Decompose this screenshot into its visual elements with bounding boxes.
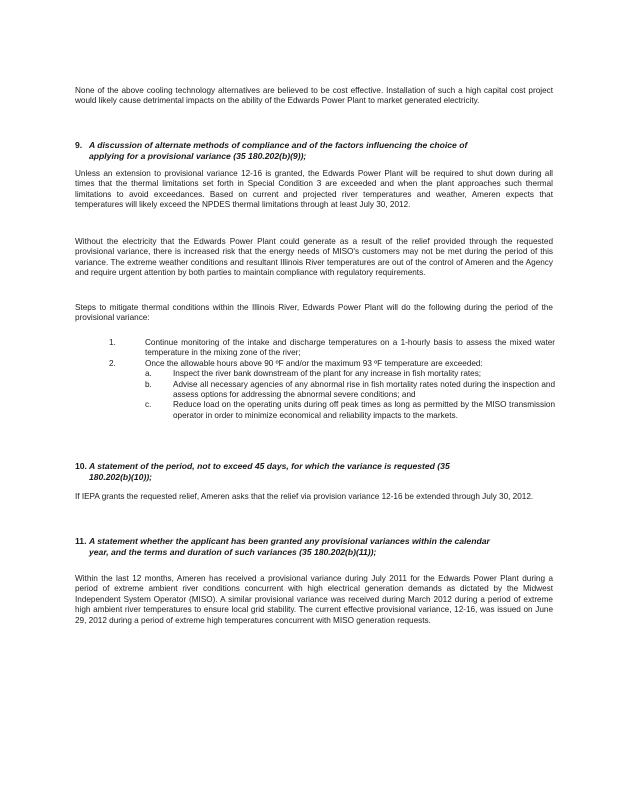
section-9-heading-line2: applying for a provisional variance (35 180.202(b)(9)); xyxy=(89,151,307,161)
sublist-marker: b. xyxy=(145,379,152,389)
section-11-paragraph: Within the last 12 months, Ameren has received a provisional variance during July 2011 for the Edwards Power Plant during a period of extreme ambient river conditions concurrent with high electrical generation demands as dictated by the Midwest Independent System Operator (MISO). A similar provisional variance was received during March 2012 during a period of extreme high ambient river temperatures to ensure local grid stability. The current effective provisional variance, 12-16, was issued on June 29, 2012 during a period of extreme high temperatures concurrent with MISO generation requests. xyxy=(75,574,553,625)
mitigation-sublist-item xyxy=(145,400,555,421)
section-9-paragraph-3: Steps to mitigate thermal conditions within the Illinois River, Edwards Power Plant will do the following during the period of the provisional variance: xyxy=(75,303,553,323)
sublist-marker: c. xyxy=(145,400,152,410)
list-marker: 1. xyxy=(109,338,116,347)
section-9-heading xyxy=(75,140,553,162)
section-9-number: 9. xyxy=(75,140,83,150)
section-11-number: 11. xyxy=(75,536,87,546)
mitigation-list xyxy=(75,338,555,421)
list-marker: 2. xyxy=(109,358,116,368)
section-10-paragraph: If IEPA grants the requested relief, Ameren asks that the relief via provision variance 12-16 be extended through July 30, 2012. xyxy=(75,492,534,501)
section-10-number: 10. xyxy=(75,461,87,471)
section-11-heading xyxy=(75,536,553,558)
section-9-paragraph-2: Without the electricity that the Edwards Power Plant could generate as a result of the relief provided through the requested provisional variance, there is increased risk that the energy needs of MISO's customers may not be met during the period of this variance. The extreme weather conditions and resultant Illinois River temperatures are out of the control of Ameren and the Agency and require urgent attention by both parties to maintain compliance with regulatory requirements. xyxy=(75,237,553,278)
mitigation-sublist-item xyxy=(145,380,555,401)
mitigation-sublist-item xyxy=(145,369,555,379)
section-11-heading-line1: A statement whether the applicant has been granted any provisional variances within the calendar xyxy=(89,536,490,546)
section-9-paragraph-1: Unless an extension to provisional variance 12-16 is granted, the Edwards Power Plant will be required to shut down during all times that the thermal limitations set forth in Special Condition 3 are exceeded and when the plant approaches such thermal limitations to avoid exceedances. Based on current and projected river temperatures and weather, Ameren expects that temperatures will likely exceed the NPDES thermal limitations through at least July 30, 2012. xyxy=(75,169,553,210)
section-9-heading-line1: A discussion of alternate methods of compliance and of the factors influencing the choice of xyxy=(89,140,468,150)
section-10-heading xyxy=(75,461,553,483)
sublist-marker: a. xyxy=(145,369,152,379)
list-item-text: Continue monitoring of the intake and discharge temperatures on a 1-hourly basis to assess the mixed water temperature in the mixing zone of the river; xyxy=(145,338,555,358)
sublist-item-text: Reduce load on the operating units during off peak times as long as permitted by the MISO transmission operator in order to minimize economical and reliability impacts to the markets. xyxy=(173,400,555,420)
mitigation-list-item xyxy=(75,338,555,359)
sublist-item-text: Advise all necessary agencies of any abnormal rise in fish mortality rates noted during the inspection and assess options for addressing the abnormal severe conditions; and xyxy=(173,379,555,400)
mitigation-list-item xyxy=(75,359,555,421)
sublist-item-text: Inspect the river bank downstream of the plant for any increase in fish mortality rates; xyxy=(173,369,482,379)
list-item-text: Once the allowable hours above 90 ºF and/or the maximum 93 ºF temperature are exceeded: xyxy=(145,358,483,368)
section-11-heading-line2: year, and the terms and duration of such variances (35 180.202(b)(11)); xyxy=(89,547,377,557)
section-10-heading-line2: 180.202(b)(10)); xyxy=(89,472,153,482)
section-10-heading-line1: A statement of the period, not to exceed 45 days, for which the variance is requested (35 xyxy=(89,461,450,471)
intro-paragraph: None of the above cooling technology alternatives are believed to be cost effective. Installation of such a high capital cost project would likely cause detrimental impacts on the ability of the Edwards Power Plant to market generated electricity. xyxy=(75,86,553,106)
mitigation-sublist xyxy=(145,369,555,421)
